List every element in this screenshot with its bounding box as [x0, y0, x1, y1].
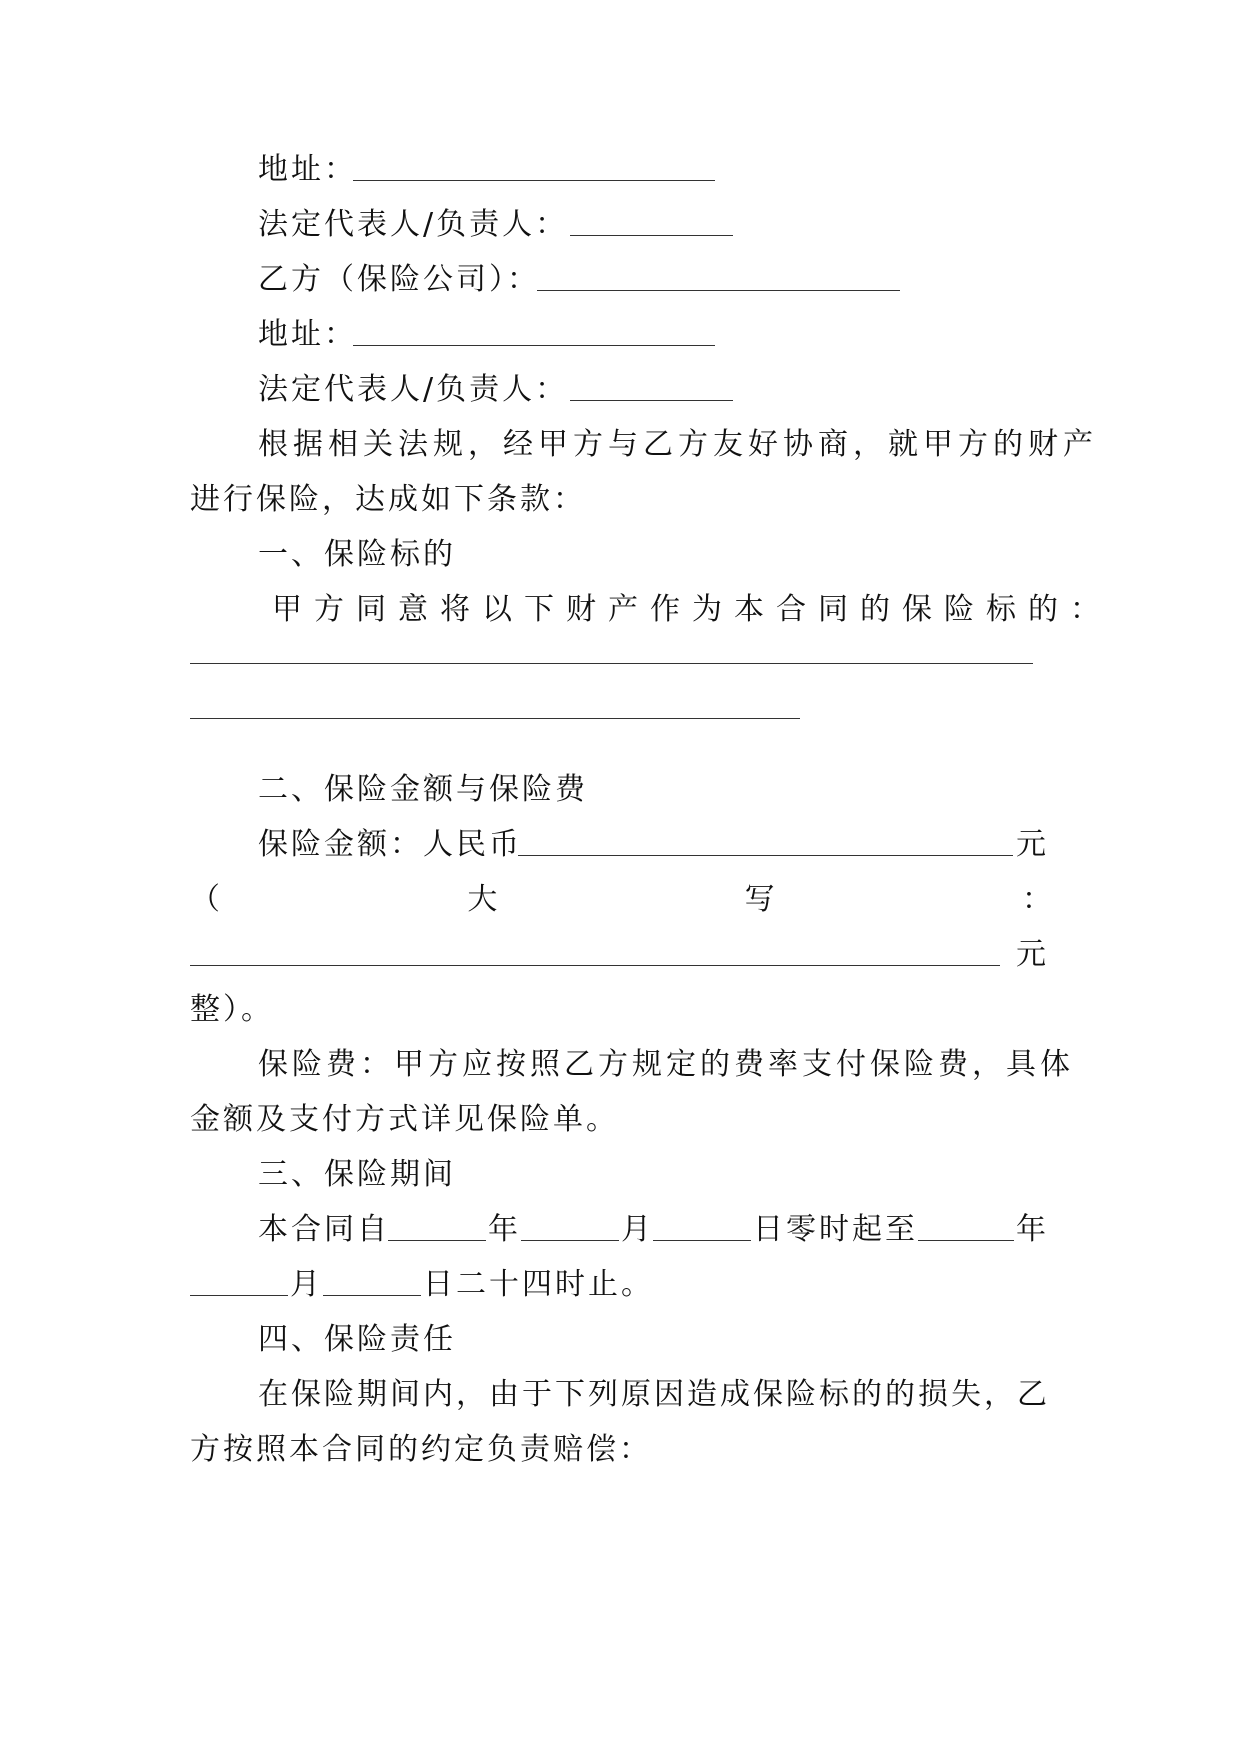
end-month-unit: 月 — [290, 1267, 323, 1302]
zheng-line — [0, 988, 1241, 1032]
party-b-rep-line — [0, 368, 1241, 412]
party-a-address-blank[interactable] — [353, 180, 715, 181]
party-b-rep-blank[interactable] — [570, 400, 733, 401]
section-3-title: 三、保险期间 — [258, 1157, 456, 1192]
premium-text-1: 保险费：甲方应按照乙方规定的费率支付保险费，具体 — [258, 1047, 1074, 1082]
start-day-text: 日零时起至 — [753, 1212, 918, 1247]
intro-line-1 — [0, 423, 1241, 467]
subject-blank-2[interactable] — [190, 718, 800, 719]
liability-text-2: 方按照本合同的约定负责赔偿： — [190, 1432, 652, 1467]
period-line-2 — [0, 1263, 1241, 1307]
subject-blank-line-1 — [0, 643, 1241, 687]
liability-line-2 — [0, 1428, 1241, 1472]
section-1-title: 一、保险标的 — [258, 537, 456, 572]
capital-amount-spread — [190, 878, 1055, 922]
premium-line-2 — [0, 1098, 1241, 1142]
party-b-name-blank[interactable] — [537, 290, 900, 291]
yuan-unit: 元 — [1016, 827, 1049, 862]
open-paren: （ — [190, 882, 223, 917]
section-1-text: 甲方同意将以下财产作为本合同的保险标的： — [272, 592, 1112, 627]
zheng-text: 整）。 — [190, 992, 274, 1027]
start-year-blank[interactable] — [388, 1240, 486, 1241]
char-xie: 写 — [744, 882, 778, 917]
yuan-unit-2: 元 — [1016, 937, 1049, 972]
party-b-address-blank[interactable] — [353, 345, 715, 346]
insured-amount-blank[interactable] — [518, 855, 1013, 856]
party-b-line — [0, 258, 1241, 302]
capital-amount-blank-line — [0, 933, 1241, 977]
section-1-title-line — [0, 533, 1241, 577]
section-4-title: 四、保险责任 — [258, 1322, 456, 1357]
period-prefix: 本合同自 — [258, 1212, 390, 1247]
start-month-unit: 月 — [621, 1212, 654, 1247]
premium-line-1 — [0, 1043, 1241, 1087]
end-year-unit: 年 — [1016, 1212, 1049, 1247]
party-a-address-label: 地址： — [258, 152, 357, 187]
start-day-blank[interactable] — [653, 1240, 751, 1241]
colon: ： — [1021, 882, 1055, 917]
liability-text-1: 在保险期间内，由于下列原因造成保险标的的损失，乙 — [258, 1377, 1050, 1412]
party-b-address-label: 地址： — [258, 317, 357, 352]
party-b-label: 乙方（保险公司）： — [258, 262, 540, 297]
intro-line-2 — [0, 478, 1241, 522]
start-year-unit: 年 — [488, 1212, 521, 1247]
liability-line-1 — [0, 1373, 1241, 1417]
char-da: 大 — [467, 882, 501, 917]
end-day-blank[interactable] — [323, 1295, 421, 1296]
end-month-blank[interactable] — [190, 1295, 288, 1296]
section-4-title-line — [0, 1318, 1241, 1362]
section-2-title: 二、保险金额与保险费 — [258, 772, 588, 807]
party-b-rep-label: 法定代表人/负责人： — [258, 372, 569, 407]
premium-text-2: 金额及支付方式详见保险单。 — [190, 1102, 619, 1137]
party-a-rep-blank[interactable] — [570, 235, 733, 236]
section-3-title-line — [0, 1153, 1241, 1197]
party-a-address-line — [0, 148, 1241, 192]
section-2-title-line — [0, 768, 1241, 812]
end-year-blank[interactable] — [918, 1240, 1014, 1241]
period-line-1 — [0, 1208, 1241, 1252]
subject-blank-1[interactable] — [190, 663, 1033, 664]
party-a-rep-label: 法定代表人/负责人： — [258, 207, 569, 242]
capital-amount-blank[interactable] — [190, 965, 1000, 966]
subject-blank-line-2 — [0, 698, 1241, 742]
end-day-text: 日二十四时止。 — [423, 1267, 654, 1302]
section-1-text-line — [0, 588, 1241, 632]
insured-amount-label: 保险金额：人民币 — [258, 827, 522, 862]
intro-text-1: 根据相关法规，经甲方与乙方友好协商，就甲方的财产 — [258, 427, 1098, 462]
party-b-address-line — [0, 313, 1241, 357]
capital-amount-line — [0, 878, 1241, 922]
party-a-rep-line — [0, 203, 1241, 247]
start-month-blank[interactable] — [521, 1240, 619, 1241]
insured-amount-line — [0, 823, 1241, 867]
intro-text-2: 进行保险，达成如下条款： — [190, 482, 586, 517]
